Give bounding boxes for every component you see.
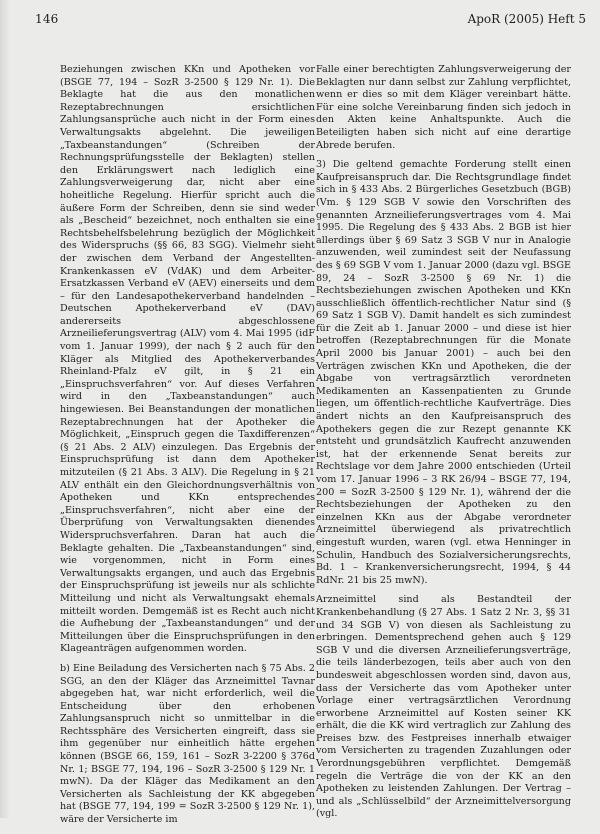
left-column [60, 64, 315, 834]
scan-edge-shadow [0, 0, 10, 818]
right-paragraph-1: Falle einer berechtigten Zahlungsverweigerung der Beklagten nur dann selbst zur Zahlung verpflichtet, wenn er dies so mit dem Kläger vereinbart hätte. Für eine solche Vereinbarung finden sich jedoch in den Akten keine Anhaltspunkte. Auch die Beteiligten haben sich nicht auf eine derartige Abrede berufen. [316, 64, 571, 151]
right-column [316, 64, 571, 828]
left-paragraph-1: Beziehungen zwischen KKn und Apotheken vor (BSGE 77, 194 – SozR 3-2500 § 129 Nr. 1). Die Beklagte hat die aus den monatlichen Rezeptabrechnungen ersichtlichen Zahlungsansprüche auch nicht in der Form eines Verwaltungsakts abgelehnt. Die jeweiligen „Taxbeanstandungen“ (Schreiben der Rechnungsprüfungsstelle der Beklagten) stellen den Erklärungswert nach lediglich eine Zahlungsverweigerung dar, nicht aber eine hoheitliche Regelung. Hierfür spricht auch die äußere Form der Schreiben, denn sie sind weder als „Bescheid“ bezeichnet, noch enthalten sie eine Rechtsbehelfsbelehrung bezüglich der Möglichkeit des Widerspruchs (§§ 66, 83 SGG). Vielmehr sieht der zwischen dem Verband der Angestellten-Krankenkassen eV (VdAK) und dem Arbeiter-Ersatzkassen Verband eV (AEV) einerseits und dem – für den Landesapothekerverband handelnden – Deutschen Apothekerverband eV (DAV) andererseits abgeschlossene Arzneilieferungsvertrag (ALV) vom 4. Mai 1995 (idF vom 1. Januar 1999), der nach § 2 auch für den Kläger als Mitglied des Apothekerverbandes Rheinland-Pfalz eV gilt, in § 21 ein „Einspruchsverfahren“ vor. Auf dieses Verfahren wird in den „Taxbeanstandungen“ auch hingewiesen. Bei Beanstandungen der monatlichen Rezeptabrechnungen hat der Apotheker die Möglichkeit, „Einspruch gegen die Taxdifferenzen“ (§ 21 Abs. 2 ALV) einzulegen. Das Ergebnis der Einspruchsprüfung ist dann dem Apotheker mitzuteilen (§ 21 Abs. 3 ALV). Die Regelung in § 21 ALV enthält ein den Gleichordnungsverhältnis von Apotheken und KKn entsprechendes „Einspruchsverfahren“, nicht aber eine der Überprüfung von Verwaltungsakten dienendes Widerspruchsverfahren. Daran hat auch die Beklagte gehalten. Die „Taxbeanstandungen“ sind, wie vorgenommen, nicht in Form eines Verwaltungsakts ergangen, und auch das Ergebnis der Einspruchsprüfung ist jeweils nur als schlichte Mitteilung und nicht als Verwaltungsakt ehemals mitteilt worden. Demgemäß ist es Recht auch nicht die Aufhebung der „Taxbeanstandungen“ und der Mitteilungen über die Einspruchsprüfungen in den Klageanträgen aufgenommen worden. [60, 64, 315, 655]
page-number: 146 [35, 12, 59, 26]
right-paragraph-3: Arzneimittel sind als Bestandteil der Krankenbehandlung (§ 27 Abs. 1 Satz 2 Nr. 3, §§ 31 und 34 SGB V) von diesen als Sachleistung zu erbringen. Dementsprechend gehen auch § 129 SGB V und die diversen Arzneilieferungsverträge, die teils länderbezogen, teils aber auch von den bundesweit abgeschlossen worden sind, davon aus, dass der Versicherte das vom Apotheker unter Vorlage einer vertragsärztlichen Verordnung erworbene Arzneimittel auf Kosten seiner KK erhält, die die KK wird vertraglich zur Zahlung des Preises bzw. des Festpreises innerhalb etwaiger vom Versicherten zu tragenden Zuzahlungen oder Verordnungsgebühren verpflichtet. Demgemäß regeln die Verträge die von der KK an den Apotheken zu leistenden Zahlungen. Der Vertrag – und als „Schlüsselbild“ der Arzneimittelversorgung (vgl. [316, 594, 571, 820]
right-paragraph-2: 3) Die geltend gemachte Forderung stellt einen Kaufpreisanspruch dar. Die Rechtsgrundlage findet sich in § 433 Abs. 2 Bürgerliches Gesetzbuch (BGB) (Vm. § 129 SGB V sowie den Vorschriften des genannten Arzneilieferungsvertrages vom 4. Mai 1995. Die Regelung des § 433 Abs. 2 BGB ist hier allerdings über § 69 Satz 3 SGB V nur in Analogie anzuwenden, weil zumindest seit der Neufassung des § 69 SGB V vom 1. Januar 2000 (dazu vgl. BSGE 89, 24 – SozR 3-2500 § 69 Nr. 1) die Rechtsbeziehungen zwischen Apotheken und KKn ausschließlich öffentlich-rechtlicher Natur sind (§ 69 Satz 1 SGB V). Damit handelt es sich zumindest für die Zeit ab 1. Januar 2000 – und diese ist hier betroffen (Rezeptabrechnungen für die Monate April 2000 bis Januar 2001) – auch bei den Verträgen zwischen KKn und Apotheken, die der Abgabe von vertragsärztlich verordneten Medikamenten an Kassenpatienten zu Grunde liegen, um öffentlich-rechtliche Kaufverträge. Dies ändert nichts an den Kaufpreisanspruch des Apothekers gegen die zur Rezept genannte KK entsteht und grundsätzlich Kaufrecht anzuwenden ist, hat der erkennende Senat bereits zur Rechtslage vor dem Jahre 2000 entschieden (Urteil vom 17. Januar 1996 – 3 RK 26/94 – BSGE 77, 194, 200 = SozR 3-2500 § 129 Nr. 1), während der die Rechtsbeziehungen der Apotheken zu den einzelnen KKn aus der Abgabe verordneter Arzneimittel überwiegend als privatrechtlich eingestuft wurden, waren (vgl. etwa Henninger in Schulin, Handbuch des Sozialversicherungsrechts, Bd. 1 – Krankenversicherungsrecht, 1994, § 44 RdNr. 21 bis 25 mwN). [316, 159, 571, 586]
left-paragraph-2: b) Eine Beiladung des Versicherten nach § 75 Abs. 2 SGG, an den der Kläger das Arzneimittel Tavnar abgegeben hat, war nicht erforderlich, weil die Entscheidung über den erhobenen Zahlungsanspruch nicht so unmittelbar in die Rechtssphäre des Versicherten eingreift, dass sie ihm gegenüber nur einheitlich hätte ergehen können (BSGE 66, 159, 161 – SozR 3-2200 § 376d Nr. 1; BSGE 77, 194, 196 – SozR 3-2500 § 129 Nr. 1 mwN). Da der Kläger das Medikament an den Versicherten als Sachleistung der KK abgegeben hat (BSGE 77, 194, 199 = SozR 3-2500 § 129 Nr. 1), wäre der Versicherte im [60, 662, 315, 826]
journal-header: ApoR (2005) Heft 5 [467, 12, 586, 26]
